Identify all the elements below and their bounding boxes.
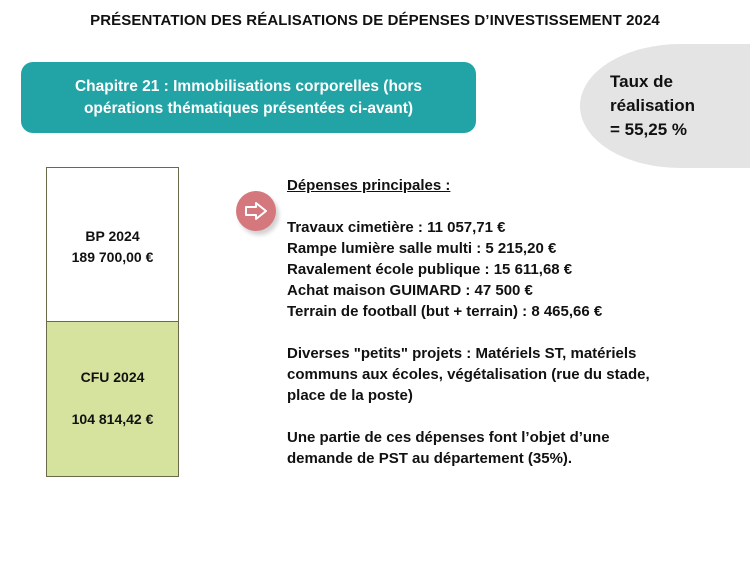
page-title: PRÉSENTATION DES RÉALISATIONS DE DÉPENSES D’INVESTISSEMENT 2024 [90, 12, 660, 29]
expenses-content [287, 175, 727, 469]
bp-label: BP 2024 [85, 227, 140, 244]
expense-list [287, 217, 727, 322]
cfu-amount: 104 814,42 € [71, 410, 154, 427]
misc-projects [287, 343, 727, 406]
expenses-heading: Dépenses principales : [287, 177, 451, 194]
misc-line: Diverses "petits" projets : Matériels ST, matériels [287, 345, 637, 362]
rate-label-line-2: réalisation [610, 96, 696, 115]
rate-value: = 55,25 % [610, 120, 688, 139]
realization-rate [610, 70, 695, 142]
pst-note [287, 427, 727, 469]
note-line: Une partie de ces dépenses font l’objet d’une [287, 429, 610, 446]
rate-label-line-1: Taux de [610, 72, 673, 91]
expense-item: Rampe lumière salle multi : 5 215,20 € [287, 240, 557, 257]
bp-amount: 189 700,00 € [71, 248, 154, 265]
cfu-label: CFU 2024 [80, 368, 145, 385]
cfu-cell [47, 322, 178, 476]
arrow-glyph [244, 201, 268, 221]
misc-line: communs aux écoles, végétalisation (rue du stade, [287, 366, 650, 383]
misc-line: place de la poste) [287, 387, 413, 404]
chapter-banner [21, 62, 476, 133]
expense-item: Ravalement école publique : 15 611,68 € [287, 261, 573, 278]
bp-cell [47, 168, 178, 322]
right-arrow-icon [236, 191, 276, 231]
expense-item: Terrain de football (but + terrain) : 8 465,66 € [287, 303, 603, 320]
budget-column [46, 167, 179, 477]
note-line: demande de PST au département (35%). [287, 450, 573, 467]
chapter-title-line-1: Chapitre 21 : Immobilisations corporelles (hors [74, 77, 423, 95]
expense-item: Travaux cimetière : 11 057,71 € [287, 219, 506, 236]
expense-item: Achat maison GUIMARD : 47 500 € [287, 282, 533, 299]
chapter-title-line-2: opérations thématiques présentées ci-avant) [83, 99, 414, 117]
